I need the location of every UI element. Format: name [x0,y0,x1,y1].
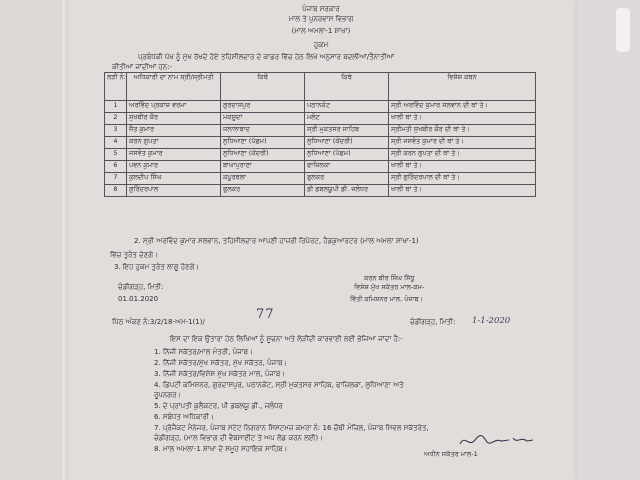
cell-from: ਜਲਾਲਾਬਾਦ [221,125,305,137]
cell-to: ਫੁਲਕਰ [305,173,389,185]
cell-to: ਫਾਜ਼ਿਲਕਾ [305,161,389,173]
document-page [68,0,574,480]
header-officer-name: ਅਧਿਕਾਰੀ ਦਾ ਨਾਮ ਸ੍ਰੀ/ਸ੍ਰੀਮਤੀ [127,73,221,101]
scan-background-right [576,0,640,480]
header-to: ਕਿਥੇ [305,73,389,101]
signoff-title: ਅਧੀਨ ਸਕੱਤਰ ਮਾਲ-1 [424,450,478,458]
scan-background-left [0,0,62,480]
header-from: ਕਿਥੋਂ [221,73,305,101]
copy-recipient: 7. ਪ੍ਰੋਜੈਕਟ ਮੈਨੇਜਰ, ਪੰਜਾਬ ਸਟੇਟ ਨਿਗਰਾਨ ਸਿਸਟਮਜ਼ ਕਮਰਾ ਨੰ: 16 ਚੌਥੀ ਮੰਜ਼ਿਲ, ਪੰਜਾਬ ਸਿਵਲ ਸਕੱਤਰੇਤ, [154,424,429,432]
table-row [105,161,536,173]
cell-remarks: ਖਾਲੀ ਥਾਂ ਤੇ। [389,185,536,197]
cell-remarks: ਖਾਲੀ ਥਾਂ ਤੇ। [389,113,536,125]
copy-recipient: 4. ਡਿਪਟੀ ਕਮਿਸ਼ਨਰ, ਗੁਰਦਾਸਪੁਰ, ਪਠਾਨਕੋਟ, ਸ੍ਰੀ ਮੁਕਤਸਰ ਸਾਹਿਬ, ਫਾਜ਼ਿਲਕਾ, ਲੁਧਿਆਣਾ ਅਤੇ [154,381,404,389]
copy-recipient: 6. ਸਬੰਧਤ ਅਧਿਕਾਰੀ। [154,413,214,421]
order-date: 01.01.2020 [118,295,159,303]
cell-remarks: ਖਾਲੀ ਥਾਂ ਤੇ। [389,161,536,173]
cell-remarks: ਸ੍ਰੀ ਜਸਵੰਤ ਕੁਮਾਰ ਦੀ ਥਾਂ ਤੇ। [389,137,536,149]
copy-recipient: 3. ਨਿੱਜੀ ਸਕੱਤਰ/ਵਿਸ਼ੇਸ਼ ਮੁੱਖ ਸਕੱਤਰ ਮਾਲ, ਪੰਜਾਬ। [154,370,285,378]
cell-serial: 6 [105,161,127,173]
cell-officer-name: ਗੁਰਿੰਦਰਪਾਲ [127,185,221,197]
cell-to: ਮਲੋਟ [305,113,389,125]
govt-heading: ਪੰਜਾਬ ਸਰਕਾਰ [302,5,340,13]
copy-recipient: ਰੂਪਨਗਰ। [154,391,182,399]
copy-recipient: 2. ਨਿੱਜੀ ਸਕੱਤਰ/ਮੁੱਖ ਸਕੱਤਰ, ਮੁੱਖ ਸਕੱਤਰ, ਪੰਜਾਬ। [154,359,288,367]
cell-remarks: ਸ੍ਰੀ ਕਰਨ ਗੁਪਤਾ ਦੀ ਥਾਂ ਤੇ। [389,149,536,161]
cell-serial: 7 [105,173,127,185]
cell-to: ਪਠਾਨਕੋਟ [305,101,389,113]
table-row [105,149,536,161]
cell-to: ਲੁਧਿਆਣਾ (ਪੱਛਮ) [305,149,389,161]
cell-officer-name: ਅਰਵਿੰਦ ਪ੍ਰਕਾਸ਼ ਵਰਮਾ [127,101,221,113]
cell-from: ਬਾਘਾਪੁਰਾਣਾ [221,161,305,173]
endorsement-date-label: ਚੰਡੀਗੜ੍ਹ, ਮਿਤੀ: [410,318,456,326]
header-serial: ਲੜੀ ਨੰ: [105,73,127,101]
cell-officer-name: ਕੁਲਦੀਪ ਸਿੰਘ [127,173,221,185]
handwritten-signature [457,432,535,450]
paragraph-2-line-2: ਵਿੱਚ ਤੁਰੰਤ ਦੇਣਗੇ। [110,251,158,259]
cell-serial: 3 [105,125,127,137]
copy-recipient: ਚੰਡੀਗੜ੍ਹ, (ਮਾਲ ਵਿਭਾਗ ਦੀ ਵੈਬਸਾਈਟ ਤੇ ਅਪ ਲੋਡ ਕਰਨ ਲਈ)। [154,434,323,442]
cell-from: ਮਕਸੂਦਾਂ [221,113,305,125]
signatory-office: ਵਿੱਤੀ ਕਮਿਸ਼ਨਰ ਮਾਲ, ਪੰਜਾਬ। [350,295,424,303]
cell-to: ਲੁਧਿਆਣਾ (ਕੇਂਦਰੀ) [305,137,389,149]
cell-serial: 4 [105,137,127,149]
table-row [105,137,536,149]
endorsement-intro: ਇਸ ਦਾ ਇਕ ਉਤਾਰਾ ਹੇਠ ਲਿਖਿਆਂ ਨੂੰ ਸੂਚਨਾ ਅਤੇ ਲੋੜੀਂਦੀ ਕਾਰਵਾਈ ਲਈ ਭੇਜਿਆ ਜਾਂਦਾ ਹੈ:- [170,335,403,343]
handwritten-endorsement-date: 1-1-2020 [472,316,511,326]
cell-serial: 5 [105,149,127,161]
posting-table [104,72,536,197]
order-title: ਹੁਕਮ [313,40,329,49]
paragraph-2-line-1: 2. ਸ੍ਰੀ ਅਰਵਿੰਦ ਕੁਮਾਰ ਸਲਵਾਨ, ਤਹਿਸੀਲਦਾਰ ਆਪਣੀ ਹਾਜ਼ਰੀ ਰਿਪੋਰਟ, ਹੈਡਕੁਆਰਟਰ (ਮਾਲ ਅਮਲਾ ਸ਼ਾਖਾ-1) [134,237,419,245]
handwritten-endorsement-number: 77 [256,307,275,322]
table-header-row [105,73,536,101]
cell-officer-name: ਜਸਵੰਤ ਕੁਮਾਰ [127,149,221,161]
cell-from: ਲੁਧਿਆਣਾ (ਪੱਛਮ) [221,137,305,149]
signatory-designation: ਵਿਸ਼ੇਸ਼ ਮੁੱਖ ਸਕੱਤਰ ਮਾਲ-ਕਮ- [354,283,425,291]
cell-remarks: ਸ੍ਰੀਮਤੀ ਸੁਖਬੀਰ ਕੌਰ ਦੀ ਥਾਂ ਤੇ। [389,125,536,137]
cell-officer-name: ਸੁਖਬੀਰ ਕੌਰ [127,113,221,125]
copy-recipient: 1. ਨਿੱਜੀ ਸਕੱਤਰ/ਮਾਲ ਮੰਤਰੀ, ਪੰਜਾਬ। [154,348,253,356]
cell-officer-name: ਪਵਨ ਕੁਮਾਰ [127,161,221,173]
paragraph-3: 3. ਇਹ ਹੁਕਮ ਤੁਰੰਤ ਲਾਗੂ ਹੋਣਗੇ। [114,263,200,271]
cell-serial: 1 [105,101,127,113]
copy-recipient: 8. ਮਾਲ ਅਮਲਾ-1 ਸ਼ਾਖਾ ਦੇ ਸਮੂਹ ਸਹਾਇਕ ਸਾਹਿਬ। [154,445,288,453]
cell-from: ਲੁਧਿਆਣਾ (ਕੇਂਦਰੀ) [221,149,305,161]
cell-from: ਕਪੂਰਥਲਾ [221,173,305,185]
signatory-name: ਕਰਨ ਬੀਰ ਸਿੰਘ ਸਿੱਧੂ [364,274,415,282]
place-label: ਚੰਡੀਗੜ੍ਹ, ਮਿਤੀ: [118,283,164,291]
table-row [105,185,536,197]
cell-serial: 8 [105,185,127,197]
table-row [105,125,536,137]
cell-to: ਸ੍ਰੀ ਮੁਕਤਸਰ ਸਾਹਿਬ [305,125,389,137]
intro-line-2: ਕੀਤੀਆਂ ਜਾਂਦੀਆਂ ਹਨ:- [112,63,173,71]
table-row [105,101,536,113]
department-heading: ਮਾਲ ਤੇ ਪੁਨਰਵਾਸ ਵਿਭਾਗ [288,15,354,23]
copy-recipient: 5. ਦੇ ਪ੍ਰਾਪਤੀ ਕੁਲੈਕਟਰ, ਪੀ ਡਬਲਯੂ ਡੀ., ਜਲੰਧਰ [154,402,283,410]
branch-heading: (ਮਾਲ ਅਮਲਾ-1 ਸ਼ਾਖਾ) [291,27,351,35]
cell-remarks: ਸ੍ਰੀ ਅਰਵਿੰਦ ਕੁਮਾਰ ਸਲਵਾਨ ਦੀ ਥਾਂ ਤੇ। [389,101,536,113]
header-remarks: ਵਿਸ਼ੇਸ਼ ਕਥਨ [389,73,536,101]
cell-to: ਡੀ ਡਬਲਯੂਪੀ ਡੀ. ਜਲੰਧਰ [305,185,389,197]
table-row [105,113,536,125]
intro-line-1: ਪ੍ਰਬੰਧਕੀ ਪੱਖ ਨੂੰ ਮੁੱਖ ਰੱਖਦੇ ਹੋਏ ਤਹਿਸੀਲਦਾਰ ਦੇ ਕਾਡਰ ਵਿੱਚ ਹੇਠ ਲਿਖੇ ਅਨੁਸਾਰ ਬਦਲੀਆਂ/ਤੈਨਾਤੀਆਂ [138,53,395,61]
endorsement-reference: ਪਿੱਠ ਅੰਕਣ ਨੰ:3/2/18-ਅਮ-1(1)/ [112,318,205,326]
cell-from: ਫੁਲਕਰ [221,185,305,197]
table-row [105,173,536,185]
cell-officer-name: ਜੈਤ ਕੁਮਾਰ [127,125,221,137]
scan-artifact [616,8,630,52]
cell-remarks: ਸ੍ਰੀ ਗੁਰਿੰਦਰਪਾਲ ਦੀ ਥਾਂ ਤੇ। [389,173,536,185]
cell-serial: 2 [105,113,127,125]
cell-from: ਗੁਰਦਾਸਪੁਰ [221,101,305,113]
cell-officer-name: ਕਰਨ ਗੁਪਤਾ [127,137,221,149]
